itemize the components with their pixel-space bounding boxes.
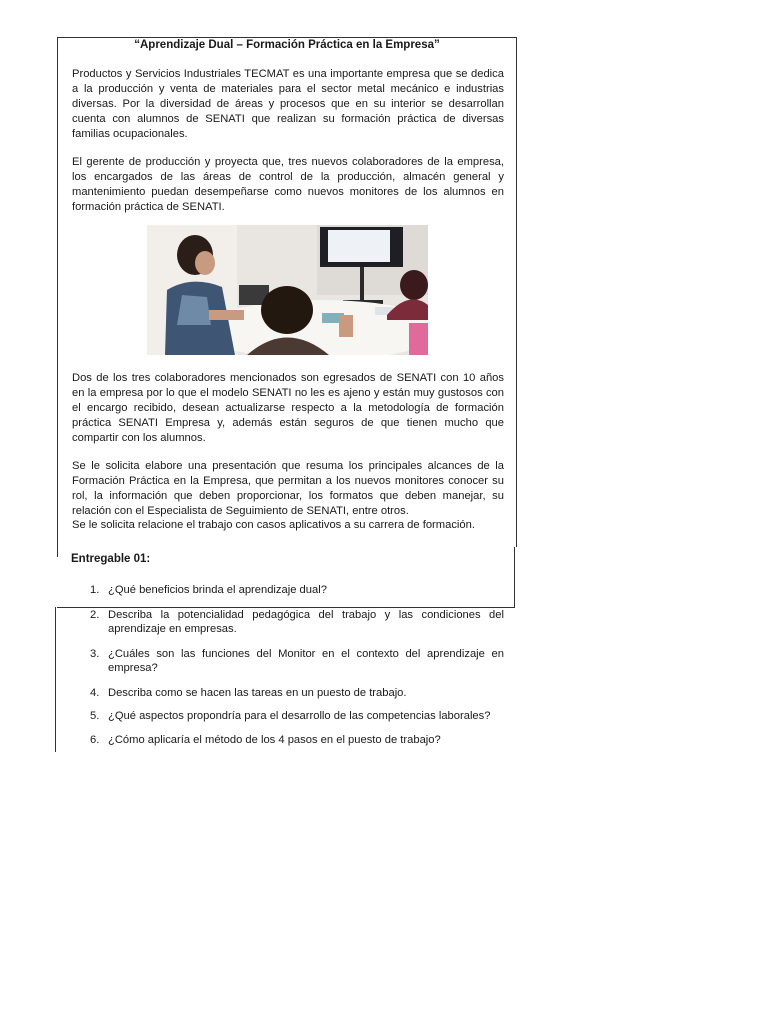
question-text: ¿Qué aspectos propondría para el desarrollo de las competencias laborales? (108, 710, 491, 722)
question-number: 5. (90, 710, 100, 722)
question-text: Describa como se hacen las tareas en un puesto de trabajo. (108, 687, 407, 699)
question-number: 4. (90, 687, 100, 699)
question-text: ¿Qué beneficios brinda el aprendizaje dual? (108, 584, 327, 596)
paragraph-request-2: Se le solicita relacione el trabajo con casos aplicativos a su carrera de formación. (72, 519, 475, 531)
question-text: ¿Cuáles son las funciones del Monitor en el contexto del aprendizaje en empresa? (108, 648, 504, 674)
paragraph-manager: El gerente de producción y proyecta que, tres nuevos colaboradores de la empresa, los encargados de las áreas de control de la producción, almacén general y mantenimiento puedan desempeñarse como nuevos monitores de los alumnos en formación práctica de SENATI. (72, 156, 504, 213)
document-title: “Aprendizaje Dual – Formación Práctica en la Empresa” (134, 39, 440, 51)
question-text: ¿Cómo aplicaría el método de los 4 pasos en el puesto de trabajo? (108, 734, 441, 746)
paragraph-collaborators: Dos de los tres colaboradores mencionados son egresados de SENATI con 10 años en la empresa por lo que el modelo SENATI no les es ajeno y están muy gustosos con el encargo recibido, desean actualizarse respecto a la metodología de formación práctica SENATI Empresa y, además están seguros de que tienen mucho que compartir con los alumnos. (72, 372, 504, 444)
classroom-photo (147, 225, 428, 355)
question-number: 1. (90, 584, 100, 596)
question-number: 3. (90, 648, 100, 660)
question-number: 6. (90, 734, 100, 746)
frame-line (57, 547, 58, 557)
frame-line (55, 607, 56, 752)
entregable-heading: Entregable 01: (71, 553, 151, 565)
question-number: 2. (90, 609, 100, 621)
paragraph-intro: Productos y Servicios Industriales TECMAT es una importante empresa que se dedica a la producción y venta de materiales para el sector metal mecánico e industrias diversas. Por la diversidad de áreas y procesos que en su interior se desarrollan cuenta con alumnos de SENATI que realizan su formación práctica de diversas familias ocupacionales. (72, 68, 504, 140)
classroom-photo-illustration (147, 225, 428, 355)
question-text: Describa la potencialidad pedagógica del trabajo y las condiciones del aprendizaje en empresas. (108, 609, 504, 635)
paragraph-request: Se le solicita elabore una presentación que resuma los principales alcances de la Formación Práctica en la Empresa, que permitan a los nuevos monitores conocer su rol, la información que deben proporcionar, los formatos que deben manejar, su relación con el Especialista de Seguimiento de SENATI, entre otros. (72, 460, 504, 517)
